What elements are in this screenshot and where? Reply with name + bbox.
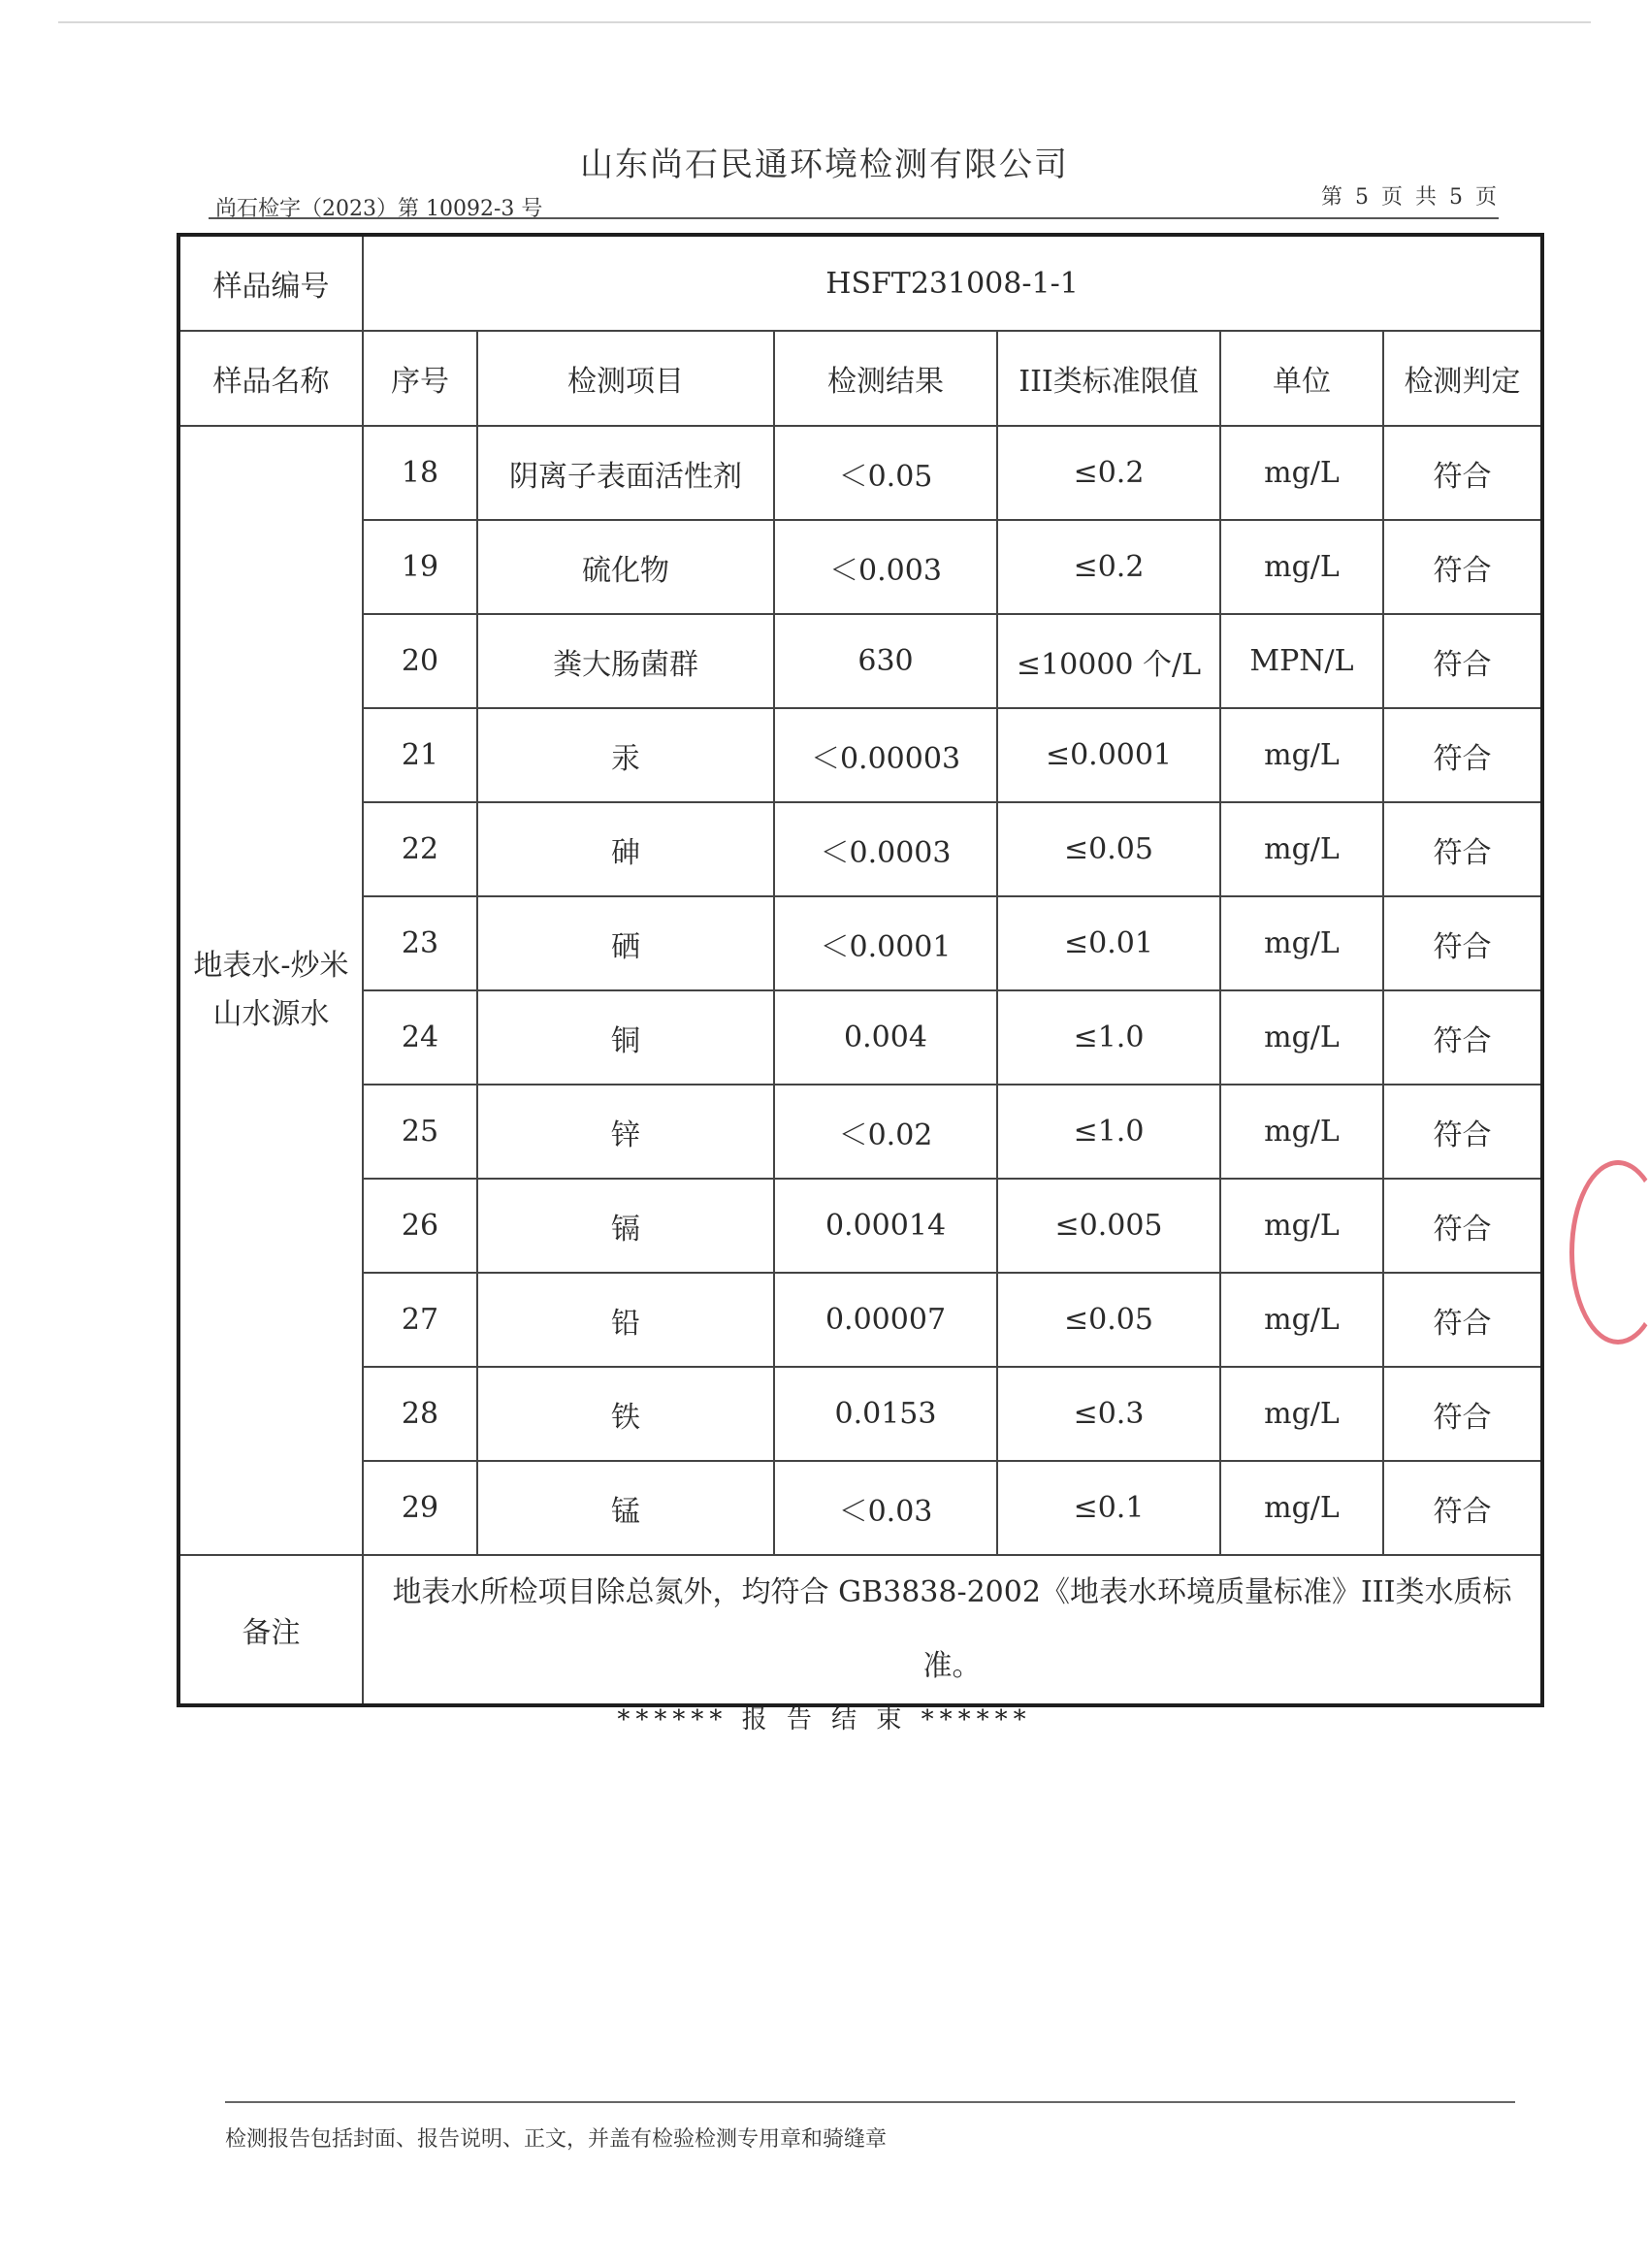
row-unit: mg/L [1220,1461,1383,1555]
row-unit: mg/L [1220,1085,1383,1179]
footer-note: 检测报告包括封面、报告说明、正文，并盖有检验检测专用章和骑缝章 [225,2127,888,2152]
row-unit: mg/L [1220,1367,1383,1461]
row-result: ＜0.00003 [774,708,997,802]
table-row [178,614,1542,708]
row-unit: mg/L [1220,708,1383,802]
table-row [178,1367,1542,1461]
row-no: 19 [363,520,477,614]
row-judge: 符合 [1383,708,1542,802]
row-item: 铁 [477,1367,774,1461]
row-unit: mg/L [1220,520,1383,614]
col-header-limit: III类标准限值 [997,331,1220,426]
col-header-unit: 单位 [1220,331,1383,426]
page-info: 第 5 页 共 5 页 [1321,185,1500,210]
row-unit: mg/L [1220,802,1383,896]
row-result: ＜0.003 [774,520,997,614]
row-item: 铅 [477,1273,774,1367]
row-limit: ≤10000 个/L [997,614,1220,708]
row-item: 汞 [477,708,774,802]
row-limit: ≤0.3 [997,1367,1220,1461]
row-judge: 符合 [1383,1179,1542,1273]
table-row [178,708,1542,802]
row-no: 24 [363,990,477,1085]
row-judge: 符合 [1383,426,1542,520]
seal-stamp-edge [1569,1160,1649,1345]
footer-rule [225,2101,1515,2103]
row-no: 20 [363,614,477,708]
row-unit: mg/L [1220,990,1383,1085]
row-limit: ≤0.05 [997,802,1220,896]
row-no: 22 [363,802,477,896]
sample-number-label: 样品编号 [178,235,363,331]
row-judge: 符合 [1383,1273,1542,1367]
row-result: ＜0.03 [774,1461,997,1555]
row-limit: ≤0.05 [997,1273,1220,1367]
col-header-result: 检测结果 [774,331,997,426]
row-no: 26 [363,1179,477,1273]
row-item: 硫化物 [477,520,774,614]
row-item: 镉 [477,1179,774,1273]
col-header-no: 序号 [363,331,477,426]
report-number: 尚石检字（2023）第 10092-3 号 [215,197,543,221]
row-item: 砷 [477,802,774,896]
remark-label: 备注 [178,1555,363,1705]
row-limit: ≤0.01 [997,896,1220,990]
sample-number-value: HSFT231008-1-1 [363,235,1542,331]
row-no: 29 [363,1461,477,1555]
row-limit: ≤0.0001 [997,708,1220,802]
row-result: 0.0153 [774,1367,997,1461]
row-result: 0.004 [774,990,997,1085]
table-row [178,520,1542,614]
remark-text: 地表水所检项目除总氮外，均符合 GB3838-2002《地表水环境质量标准》III类水质标准。 [363,1555,1542,1705]
row-limit: ≤0.1 [997,1461,1220,1555]
row-judge: 符合 [1383,1461,1542,1555]
col-header-item: 检测项目 [477,331,774,426]
table-row [178,1085,1542,1179]
row-item: 硒 [477,896,774,990]
row-no: 21 [363,708,477,802]
row-unit: mg/L [1220,1179,1383,1273]
row-no: 18 [363,426,477,520]
row-item: 铜 [477,990,774,1085]
report-end-mark: ****** 报 告 结 束 ****** [617,1705,1032,1734]
sample-number-row [178,235,1542,331]
row-no: 28 [363,1367,477,1461]
row-result: ＜0.05 [774,426,997,520]
row-result: ＜0.02 [774,1085,997,1179]
table-row [178,1273,1542,1367]
row-limit: ≤0.2 [997,520,1220,614]
header-rule [209,217,1499,219]
table-row [178,1461,1542,1555]
row-judge: 符合 [1383,990,1542,1085]
col-header-judge: 检测判定 [1383,331,1542,426]
table-row [178,426,1542,520]
row-item: 粪大肠菌群 [477,614,774,708]
row-item: 锌 [477,1085,774,1179]
row-result: ＜0.0003 [774,802,997,896]
row-judge: 符合 [1383,1085,1542,1179]
top-scan-rule [58,21,1591,23]
row-judge: 符合 [1383,614,1542,708]
remark-row [178,1555,1542,1705]
table-row [178,896,1542,990]
row-no: 23 [363,896,477,990]
row-result: ＜0.0001 [774,896,997,990]
row-item: 锰 [477,1461,774,1555]
sample-name: 地表水-炒米山水源水 [178,426,363,1555]
column-header-row [178,331,1542,426]
row-limit: ≤0.2 [997,426,1220,520]
row-result: 0.00014 [774,1179,997,1273]
row-unit: mg/L [1220,896,1383,990]
table-row [178,1179,1542,1273]
results-table [177,233,1544,1707]
row-unit: mg/L [1220,1273,1383,1367]
row-unit: mg/L [1220,426,1383,520]
row-judge: 符合 [1383,802,1542,896]
company-name: 山东尚石民通环境检测有限公司 [580,146,1069,184]
row-limit: ≤0.005 [997,1179,1220,1273]
table-row [178,990,1542,1085]
row-limit: ≤1.0 [997,990,1220,1085]
row-result: 630 [774,614,997,708]
table-row [178,802,1542,896]
row-no: 27 [363,1273,477,1367]
row-limit: ≤1.0 [997,1085,1220,1179]
row-judge: 符合 [1383,896,1542,990]
row-judge: 符合 [1383,520,1542,614]
row-result: 0.00007 [774,1273,997,1367]
row-unit: MPN/L [1220,614,1383,708]
row-no: 25 [363,1085,477,1179]
col-header-sample-name: 样品名称 [178,331,363,426]
row-judge: 符合 [1383,1367,1542,1461]
row-item: 阴离子表面活性剂 [477,426,774,520]
